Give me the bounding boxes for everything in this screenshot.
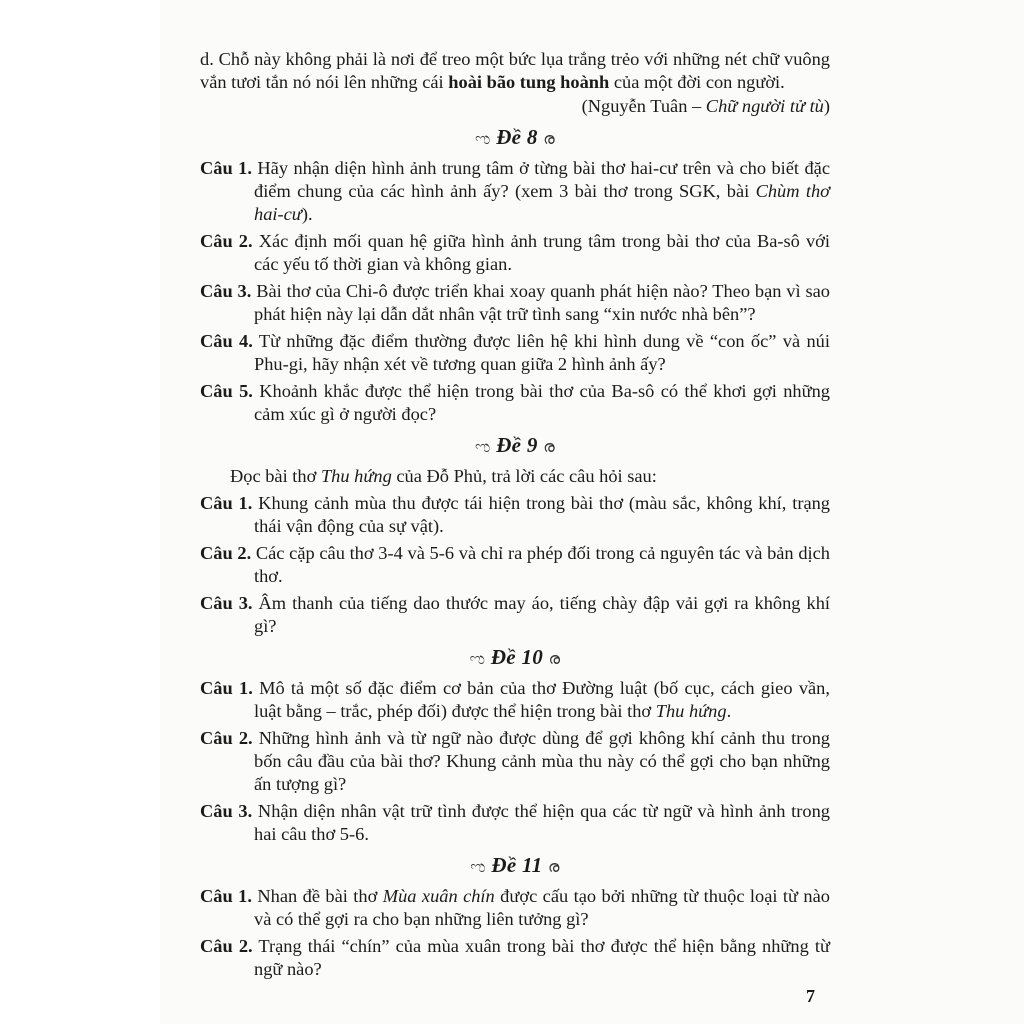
ornament-left-icon: ಌ xyxy=(475,131,491,148)
question-item: Câu 1. Nhan đề bài thơ Mùa xuân chín được cấu tạo bởi những từ thuộc loại từ nào và có thể gợi ra cho bạn những liên tưởng gì? xyxy=(200,886,830,929)
page-number: 7 xyxy=(806,986,815,1006)
question-item: Câu 2. Trạng thái “chín” của mùa xuân trong bài thơ được thể hiện bằng những từ ngữ nào? xyxy=(200,936,830,979)
question-item: Câu 2. Những hình ảnh và từ ngữ nào được dùng để gợi không khí cảnh thu trong bốn câu đầu của bài thơ? Khung cảnh mùa thu này có thể gợi cho bạn những ấn tượng gì? xyxy=(200,728,830,794)
section-heading-de-11: ಌ Đề 11 ര xyxy=(470,853,560,877)
section-heading-de-10: ಌ Đề 10 ര xyxy=(469,645,561,669)
question-item: Câu 1. Hãy nhận diện hình ảnh trung tâm ở từng bài thơ hai-cư trên và cho biết đặc điểm chung của các hình ảnh ấy? (xem 3 bài thơ trong SGK, bài Chùm thơ hai-cư). xyxy=(200,158,830,224)
ornament-right-icon: ര xyxy=(548,859,560,876)
passage-text-end: của một đời con người. xyxy=(609,72,785,92)
passage-text: d. Chỗ này không phải là nơi để treo một bức lụa trắng trẻo với những nét chữ vuông vắn tươi tắn nó nói lên những cái xyxy=(200,49,830,92)
ornament-right-icon: ര xyxy=(543,439,555,456)
question-item: Câu 3. Nhận diện nhân vật trữ tình được thể hiện qua các từ ngữ và hình ảnh trong hai câu thơ 5-6. xyxy=(200,801,830,844)
section-heading-de-9: ಌ Đề 9 ര xyxy=(475,433,555,457)
attribution-work: Chữ người tử tù xyxy=(705,96,824,116)
question-item: Câu 1. Mô tả một số đặc điểm cơ bản của thơ Đường luật (bố cục, cách gieo vần, luật bằng – trắc, phép đối) được thể hiện trong bài thơ Thu hứng. xyxy=(200,678,830,721)
passage-bold-phrase: hoài bão tung hoành xyxy=(448,72,610,92)
question-item: Câu 3. Âm thanh của tiếng dao thước may áo, tiếng chày đập vải gợi ra không khí gì? xyxy=(200,593,830,636)
ornament-left-icon: ಌ xyxy=(475,439,491,456)
ornament-right-icon: ര xyxy=(548,651,561,668)
question-item: Câu 5. Khoảnh khắc được thể hiện trong bài thơ của Ba-sô có thể khơi gợi những cảm xúc gì ở người đọc? xyxy=(200,381,830,424)
question-item: Câu 2. Xác định mối quan hệ giữa hình ảnh trung tâm trong bài thơ của Ba-sô với các yếu tố thời gian và không gian. xyxy=(200,231,830,274)
question-item: Câu 1. Khung cảnh mùa thu được tái hiện trong bài thơ (màu sắc, không khí, trạng thái vận động của sự vật). xyxy=(200,493,830,536)
question-item: Câu 2. Các cặp câu thơ 3-4 và 5-6 và chỉ ra phép đối trong cả nguyên tác và bản dịch thơ. xyxy=(200,543,830,586)
section-intro: Đọc bài thơ Thu hứng của Đỗ Phủ, trả lời các câu hỏi sau: xyxy=(230,466,657,486)
section-heading-de-8: ಌ Đề 8 ര xyxy=(475,125,555,149)
ornament-right-icon: ര xyxy=(543,131,555,148)
page-margin xyxy=(0,0,160,1024)
question-item: Câu 4. Từ những đặc điểm thường được liên hệ khi hình dung về “con ốc” và núi Phu-gi, hãy nhận xét về tương quan giữa 2 hình ảnh ấy? xyxy=(200,331,830,374)
passage-d xyxy=(200,48,830,94)
attribution: (Nguyễn Tuân – Chữ người tử tù) xyxy=(581,96,830,116)
ornament-left-icon: ಌ xyxy=(469,651,486,668)
ornament-left-icon: ಌ xyxy=(470,859,486,876)
question-item: Câu 3. Bài thơ của Chi-ô được triển khai xoay quanh phát hiện nào? Theo bạn vì sao phát hiện này lại dẫn dắt nhân vật trữ tình sang “xin nước nhà bên”? xyxy=(200,281,830,324)
page-content xyxy=(200,48,830,985)
